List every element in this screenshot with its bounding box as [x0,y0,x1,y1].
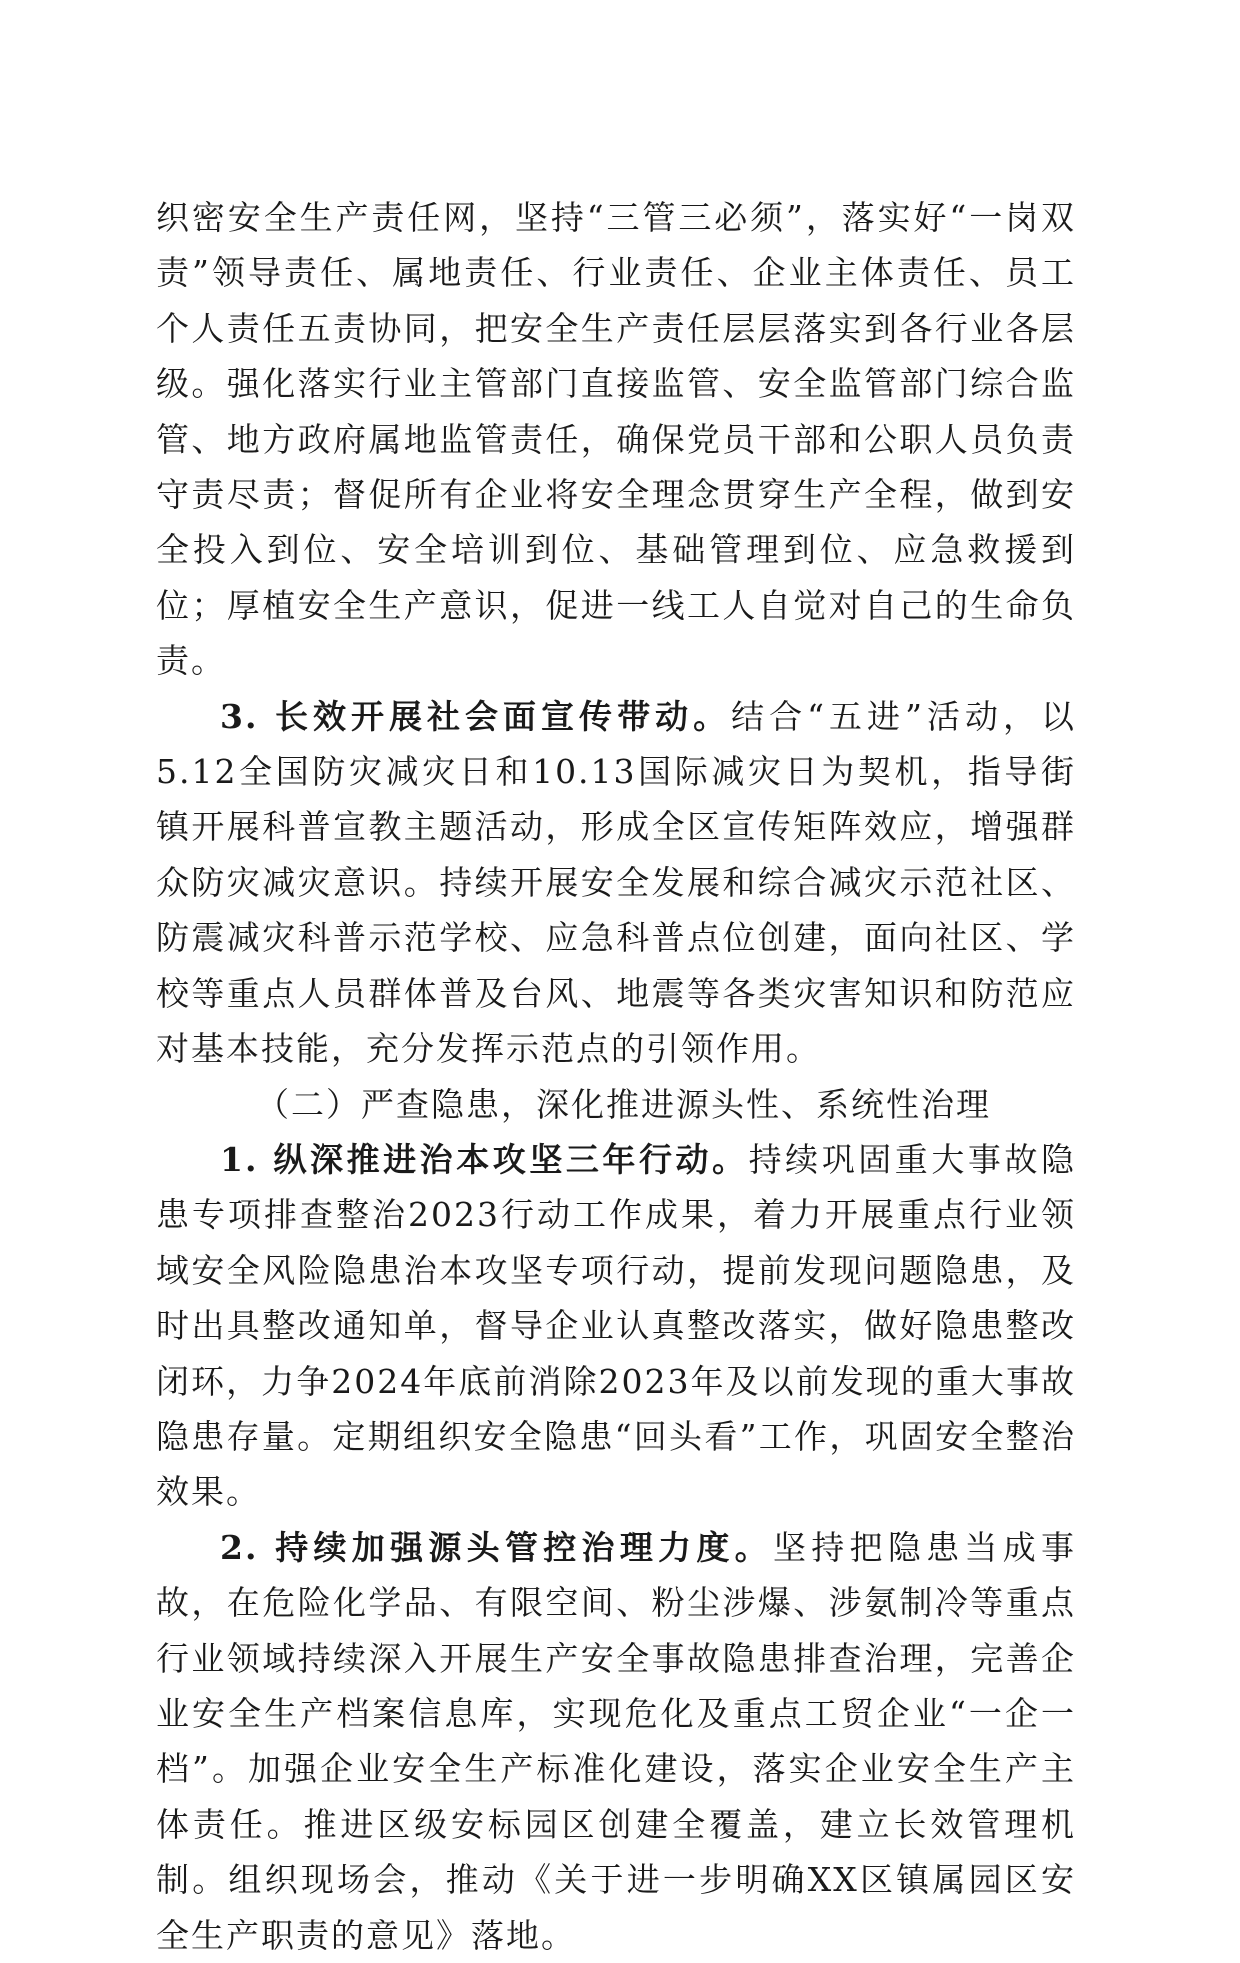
paragraph-text: 织密安全生产责任网，坚持“三管三必须”，落实好“一岗双责”领导责任、属地责任、行业责任、企业主体责任、员工个人责任五责协同，把安全生产责任层层落实到各行业各层级。强化落实行业主管部门直接监管、安全监管部门综合监管、地方政府属地监管责任，确保党员干部和公职人员负责守责尽责；督促所有企业将安全理念贯穿生产全程，做到安全投入到位、安全培训到位、基础管理到位、应急救援到位；厚植安全生产意识，促进一线工人自觉对自己的生命负责。 [156,198,1076,681]
paragraph-source-control [156,1520,1076,1963]
section-heading-text: （二）严查隐患，深化推进源头性、系统性治理 [256,1084,991,1124]
paragraph-responsibility-network [156,190,1076,689]
document-body [156,190,1076,1963]
paragraph-heading: 2. 持续加强源头管控治理力度。 [220,1527,773,1567]
paragraph-text: 持续巩固重大事故隐患专项排查整治2023行动工作成果，着力开展重点行业领域安全风险隐患治本攻坚专项行动，提前发现问题隐患，及时出具整改通知单，督导企业认真整改落实，做好隐患整改闭环，力争2024年底前消除2023年及以前发现的重大事故隐患存量。定期组织安全隐患“回头看”工作，巩固安全整治效果。 [156,1139,1076,1512]
paragraph-heading: 1. 纵深推进治本攻坚三年行动。 [220,1139,749,1179]
paragraph-text: 结合“五进”活动，以5.12全国防灾减灾日和10.13国际减灾日为契机，指导街镇开展科普宣教主题活动，形成全区宣传矩阵效应，增强群众防灾减灾意识。持续开展安全发展和综合减灾示范社区、防震减灾科普示范学校、应急科普点位创建，面向社区、学校等重点人员群体普及台风、地震等各类灾害知识和防范应对基本技能，充分发挥示范点的引领作用。 [156,696,1076,1069]
paragraph-heading: 3. 长效开展社会面宣传带动。 [220,696,732,736]
paragraph-publicity [156,689,1076,1077]
paragraph-text: 坚持把隐患当成事故，在危险化学品、有限空间、粉尘涉爆、涉氨制冷等重点行业领域持续深入开展生产安全事故隐患排查治理，完善企业安全生产档案信息库，实现危化及重点工贸企业“一企一档”。加强企业安全生产标准化建设，落实企业安全生产主体责任。推进区级安标园区创建全覆盖，建立长效管理机制。组织现场会，推动《关于进一步明确XX区镇属园区安全生产职责的意见》落地。 [156,1527,1077,1955]
paragraph-three-year-action [156,1132,1076,1520]
section-heading [156,1077,1076,1132]
